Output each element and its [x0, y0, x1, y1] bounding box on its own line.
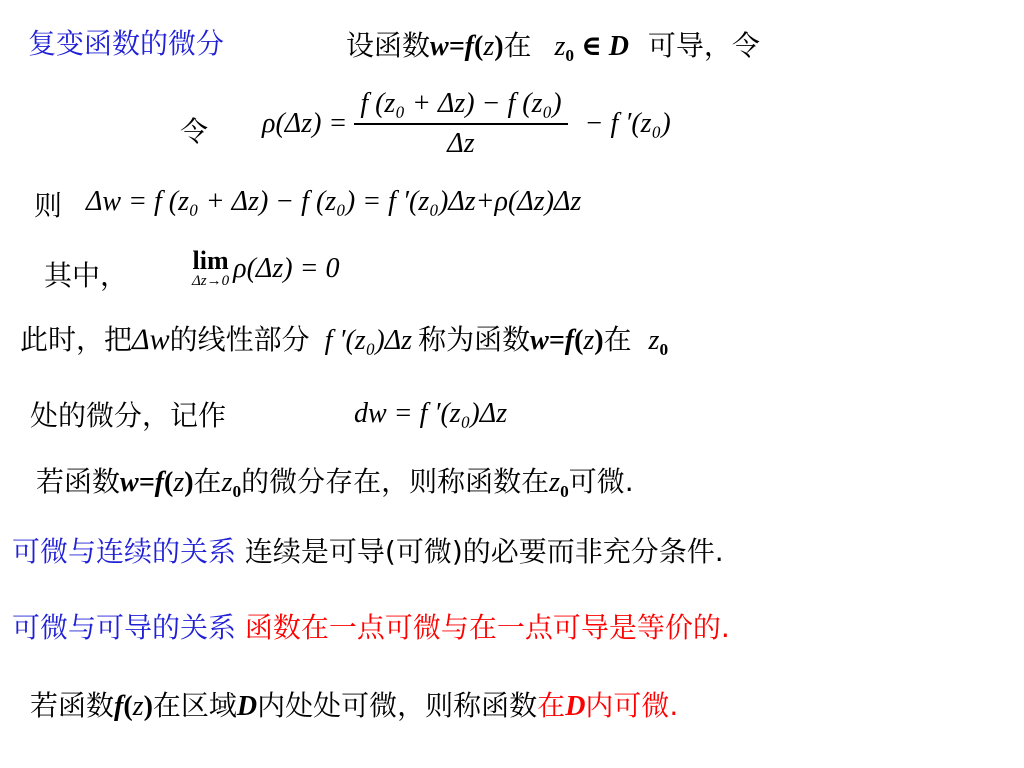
- z0-sub: 0: [659, 340, 669, 360]
- relation-differentiable-text: 函数在一点可微与在一点可导是等价的.: [244, 611, 730, 644]
- z0-base: z: [221, 467, 233, 498]
- z0-symbol: [648, 325, 669, 360]
- z0-sub: 0: [232, 482, 242, 502]
- ruo2-p2: 在区域: [152, 689, 237, 722]
- relation-continuity-title: 可微与连续的关系: [12, 535, 237, 568]
- paren-close: ): [184, 467, 194, 498]
- var-f: f: [114, 691, 124, 722]
- cishi-p2: 的线性部分: [169, 323, 310, 356]
- var-D: D: [236, 691, 258, 722]
- ruo1-p2: 的微分存在，则称函数在: [241, 465, 550, 498]
- var-D-red: D: [565, 691, 586, 722]
- cishi-sentence: [20, 322, 668, 368]
- relation-differentiable-title: 可微与可导的关系: [12, 611, 237, 644]
- in-D: ∈ D: [574, 31, 630, 62]
- ruo2-p4: 在: [537, 689, 566, 722]
- cishi-p3: 称为函数: [418, 323, 531, 356]
- limit-expression: [192, 248, 339, 289]
- fraction-denominator: Δz: [447, 128, 475, 159]
- w-eq-f: w=f: [430, 31, 474, 62]
- var-z: z: [132, 691, 144, 722]
- ruo1-sentence: [36, 464, 634, 510]
- lim-under: Δz→0: [192, 273, 230, 289]
- at-text: 在: [503, 29, 532, 62]
- var-z: z: [483, 31, 495, 62]
- paren-close: ): [143, 691, 153, 722]
- paren-open: (: [473, 31, 484, 62]
- z0-symbol: [221, 467, 242, 502]
- lim-word: lim: [192, 246, 229, 275]
- ruo2-p3: 内处处可微，则称函数: [257, 689, 538, 722]
- z0-base: z: [648, 325, 660, 356]
- rho-definition: [262, 88, 671, 160]
- intro-tail: 可导，令: [647, 29, 760, 62]
- lim-rest: ρ(Δz) = 0: [233, 252, 340, 284]
- qizhong-label: 其中，: [44, 259, 129, 292]
- section-title: 复变函数的微分: [28, 27, 225, 60]
- delta-w-equation: Δw = f (z₀ + Δz) − f (z₀) = f ′(z₀)Δz+ρ(Δz)Δz: [86, 186, 582, 217]
- z0-base: z: [549, 467, 561, 498]
- ruo1-p1: 若函数: [36, 465, 121, 498]
- ruo2-p1: 若函数: [30, 689, 115, 722]
- ruo2-red-part: [537, 689, 678, 722]
- ling-label: 令: [180, 115, 209, 148]
- paren-open: (: [123, 691, 133, 722]
- relation-continuity-text: 连续是可导(可微)的必要而非充分条件.: [244, 535, 724, 568]
- ruo2-sentence: [30, 688, 678, 725]
- rho-fraction: [354, 88, 567, 160]
- ze-label: 则: [34, 189, 63, 222]
- dw-formula: dw = f ′(z₀)Δz: [354, 398, 508, 429]
- intro-text: 设函数: [346, 29, 431, 62]
- paren-close: ): [594, 325, 604, 356]
- var-z: z: [173, 467, 185, 498]
- at-text: 在: [193, 465, 222, 498]
- var-z: z: [583, 325, 595, 356]
- relation-differentiable: [12, 610, 730, 646]
- z0-symbol: [549, 467, 569, 502]
- paren-open: (: [163, 467, 174, 498]
- fraction-numerator: f (z₀ + Δz) − f (z₀): [354, 88, 567, 125]
- paren-open: (: [574, 325, 584, 356]
- at-text: 在: [603, 323, 632, 356]
- paren-close: ): [494, 31, 504, 62]
- intro-sentence: [346, 28, 760, 74]
- lim-operator: [192, 248, 229, 289]
- cishi-p1: 此时，把: [20, 323, 133, 356]
- delta-w: Δw: [132, 323, 170, 356]
- chu-label: 处的微分，记作: [30, 399, 227, 432]
- ruo2-p5: 内可微.: [585, 689, 679, 722]
- minus-fprime: − f ′(z₀): [584, 108, 671, 139]
- w-eq-f: w=f: [120, 467, 164, 498]
- linear-part: f ′(z₀)Δz: [324, 325, 413, 356]
- z0-sub: 0: [565, 46, 575, 66]
- w-eq-f: w=f: [530, 325, 575, 356]
- relation-continuity: [12, 534, 724, 570]
- z0-base: z: [554, 31, 566, 62]
- rho-lhs: ρ(Δz) =: [262, 108, 348, 139]
- z0-symbol: [554, 31, 575, 66]
- z0-sub: 0: [560, 482, 569, 502]
- ruo1-p3: 可微.: [568, 465, 634, 498]
